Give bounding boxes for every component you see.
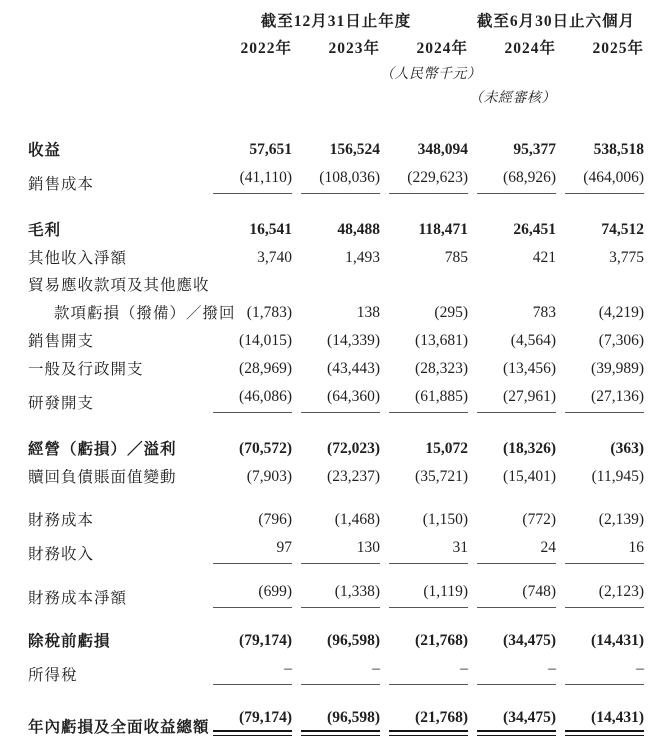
value-cell: 24 — [477, 538, 556, 564]
table-row-rd-expenses — [28, 383, 644, 417]
value-cell: (41,110) — [213, 168, 292, 194]
currency-unit-note: （人民幣千元） — [379, 67, 482, 82]
row-label: 銷售成本 — [28, 176, 95, 193]
value-cell: (61,885) — [389, 387, 468, 413]
table-row-net-finance-costs — [28, 578, 644, 612]
row-label: 贖回負債賬面值變動 — [28, 469, 177, 486]
row-label: 財務成本 — [28, 512, 95, 529]
empty-cell — [28, 87, 204, 111]
value-cell: (27,136) — [565, 387, 644, 413]
table-row-income-tax — [28, 655, 644, 689]
value-cell: 1,493 — [345, 249, 380, 266]
table-row-total-loss-comprehensive-income — [28, 704, 644, 741]
year-column-header-2024-interim — [468, 35, 556, 63]
value-cell: 95,377 — [513, 141, 556, 158]
value-cell: (68,926) — [477, 168, 556, 194]
year-column-header-2023 — [292, 35, 380, 63]
row-label: 毛利 — [28, 222, 62, 239]
value-cell: (46,086) — [213, 387, 292, 413]
value-cell: (35,721) — [415, 468, 468, 485]
value-cell: (72,023) — [327, 440, 380, 457]
value-cell: 785 — [444, 249, 468, 266]
value-cell: 538,518 — [593, 141, 644, 158]
empty-cell — [468, 63, 556, 87]
value-cell: (108,036) — [301, 168, 380, 194]
value-cell: (14,339) — [327, 332, 380, 349]
value-cell: 16,541 — [249, 221, 292, 238]
row-label: 所得稅 — [28, 667, 78, 684]
empty-cell — [28, 8, 204, 35]
value-cell: 57,651 — [249, 141, 292, 158]
value-cell: (7,903) — [246, 468, 292, 485]
value-cell: (1,119) — [389, 582, 468, 608]
table-row-finance-income — [28, 534, 644, 568]
value-cell: (11,945) — [591, 468, 644, 485]
row-label: 研發開支 — [28, 395, 95, 412]
value-cell: (96,598) — [327, 632, 380, 649]
year-label: 2025年 — [592, 40, 644, 57]
value-cell: 3,740 — [257, 249, 292, 266]
table-row-trade-receivables-line1 — [28, 272, 644, 299]
value-cell: (1,150) — [422, 511, 468, 528]
value-cell: (14,015) — [239, 332, 292, 349]
table-row-operating-loss-profit — [28, 435, 644, 463]
row-spacer — [28, 198, 644, 216]
empty-cell — [468, 272, 556, 299]
value-cell: (28,969) — [239, 360, 292, 377]
value-cell: 48,488 — [337, 221, 380, 238]
value-cell: (363) — [610, 440, 644, 457]
row-label: 其他收入淨額 — [28, 250, 128, 267]
value-cell: 16 — [565, 538, 644, 564]
period-group-annual-header: 截至12月31日止年度 — [260, 13, 412, 30]
value-cell: 783 — [532, 304, 556, 321]
row-label: 貿易應收款項及其他應收 — [28, 277, 210, 294]
empty-cell — [292, 87, 380, 111]
table-row-finance-costs — [28, 506, 644, 534]
row-spacer — [28, 491, 644, 506]
unaudited-note-row — [28, 87, 644, 111]
value-cell: (4,219) — [598, 304, 644, 321]
value-cell: (699) — [213, 582, 292, 608]
empty-cell — [28, 63, 204, 87]
value-cell: (21,768) — [415, 632, 468, 649]
empty-cell — [380, 87, 468, 111]
value-cell: – — [213, 659, 292, 685]
value-cell: 3,775 — [609, 249, 644, 266]
value-cell: 15,072 — [425, 440, 468, 457]
value-cell: – — [565, 659, 644, 685]
table-row-other-net-income — [28, 244, 644, 272]
value-cell: (79,174) — [239, 632, 292, 649]
value-cell: 31 — [389, 538, 468, 564]
row-label: 財務收入 — [28, 546, 95, 563]
row-label: 收益 — [28, 142, 62, 159]
year-label: 2023年 — [328, 40, 380, 57]
table-row-loss-before-tax — [28, 627, 644, 655]
row-label: 經營（虧損）／溢利 — [28, 441, 177, 458]
value-cell: (1,783) — [246, 304, 292, 321]
table-row-revenue — [28, 136, 644, 164]
value-cell: (4,564) — [510, 332, 556, 349]
value-cell: 421 — [532, 249, 556, 266]
value-cell: (464,006) — [565, 168, 644, 194]
value-cell: (772) — [522, 511, 556, 528]
value-cell: (1,468) — [334, 511, 380, 528]
row-label: 一般及行政開支 — [28, 361, 144, 378]
value-cell: (15,401) — [503, 468, 556, 485]
value-cell: (23,237) — [327, 468, 380, 485]
value-cell: (64,360) — [301, 387, 380, 413]
value-cell: (295) — [434, 304, 468, 321]
value-cell: 348,094 — [417, 141, 468, 158]
row-label: 年內虧損及全面收益總額 — [28, 719, 210, 736]
value-cell: (34,475) — [503, 632, 556, 649]
value-cell: – — [477, 659, 556, 685]
value-cell: 156,524 — [329, 141, 380, 158]
value-cell: 97 — [213, 538, 292, 564]
value-cell: (79,174) — [213, 708, 292, 737]
empty-cell — [292, 63, 380, 87]
empty-cell — [204, 63, 292, 87]
table-row-selling-expenses — [28, 327, 644, 355]
row-label: 銷售開支 — [28, 333, 95, 350]
value-cell: (70,572) — [239, 440, 292, 457]
unaudited-note: （未經審核） — [468, 91, 556, 106]
value-cell: (27,961) — [477, 387, 556, 413]
income-statement-table — [28, 8, 644, 741]
period-group-interim-header: 截至6月30日止六個月 — [476, 13, 636, 30]
row-spacer — [28, 612, 644, 627]
table-row-trade-receivables-line2 — [28, 299, 644, 327]
value-cell: (13,681) — [415, 332, 468, 349]
row-spacer — [28, 111, 644, 136]
year-column-header-2022 — [204, 35, 292, 63]
year-label: 2024年 — [416, 40, 468, 57]
row-label: 除稅前虧損 — [28, 633, 111, 650]
value-cell: (21,768) — [389, 708, 468, 737]
row-spacer — [28, 417, 644, 435]
value-cell: 138 — [356, 304, 380, 321]
value-cell: (43,443) — [327, 360, 380, 377]
table-row-gross-profit — [28, 216, 644, 244]
value-cell: – — [301, 659, 380, 685]
year-header-row — [28, 35, 644, 63]
value-cell: 118,471 — [418, 221, 468, 238]
value-cell: 74,512 — [601, 221, 644, 238]
value-cell: (14,431) — [591, 632, 644, 649]
year-label: 2022年 — [240, 40, 292, 57]
value-cell: (28,323) — [415, 360, 468, 377]
row-label: 款項虧損（撥備）／撥回 — [54, 305, 236, 322]
empty-cell — [292, 272, 380, 299]
table-row-general-admin-expenses — [28, 355, 644, 383]
value-cell: 26,451 — [513, 221, 556, 238]
empty-cell — [556, 63, 644, 87]
empty-cell — [204, 87, 292, 111]
year-column-header-2024 — [380, 35, 468, 63]
value-cell: (2,123) — [565, 582, 644, 608]
value-cell: (96,598) — [301, 708, 380, 737]
row-label: 財務成本淨額 — [28, 590, 128, 607]
table-row-redemption-liability-change — [28, 463, 644, 491]
value-cell: (1,338) — [301, 582, 380, 608]
value-cell: (748) — [477, 582, 556, 608]
empty-cell — [28, 35, 204, 63]
empty-cell — [556, 87, 644, 111]
year-label: 2024年 — [504, 40, 556, 57]
period-group-header-row — [28, 8, 644, 35]
value-cell: 130 — [301, 538, 380, 564]
row-spacer — [28, 689, 644, 704]
empty-cell — [556, 272, 644, 299]
value-cell: (796) — [258, 511, 292, 528]
value-cell: (34,475) — [477, 708, 556, 737]
row-spacer — [28, 568, 644, 578]
value-cell: (7,306) — [598, 332, 644, 349]
table-row-cost-of-sales — [28, 164, 644, 198]
value-cell: (14,431) — [565, 708, 644, 737]
value-cell: (13,456) — [503, 360, 556, 377]
empty-cell — [380, 272, 468, 299]
value-cell: (2,139) — [598, 511, 644, 528]
value-cell: (18,326) — [503, 440, 556, 457]
empty-cell — [204, 272, 292, 299]
value-cell: (229,623) — [389, 168, 468, 194]
currency-note-row — [28, 63, 644, 87]
value-cell: (39,989) — [591, 360, 644, 377]
value-cell: – — [389, 659, 468, 685]
year-column-header-2025-interim — [556, 35, 644, 63]
